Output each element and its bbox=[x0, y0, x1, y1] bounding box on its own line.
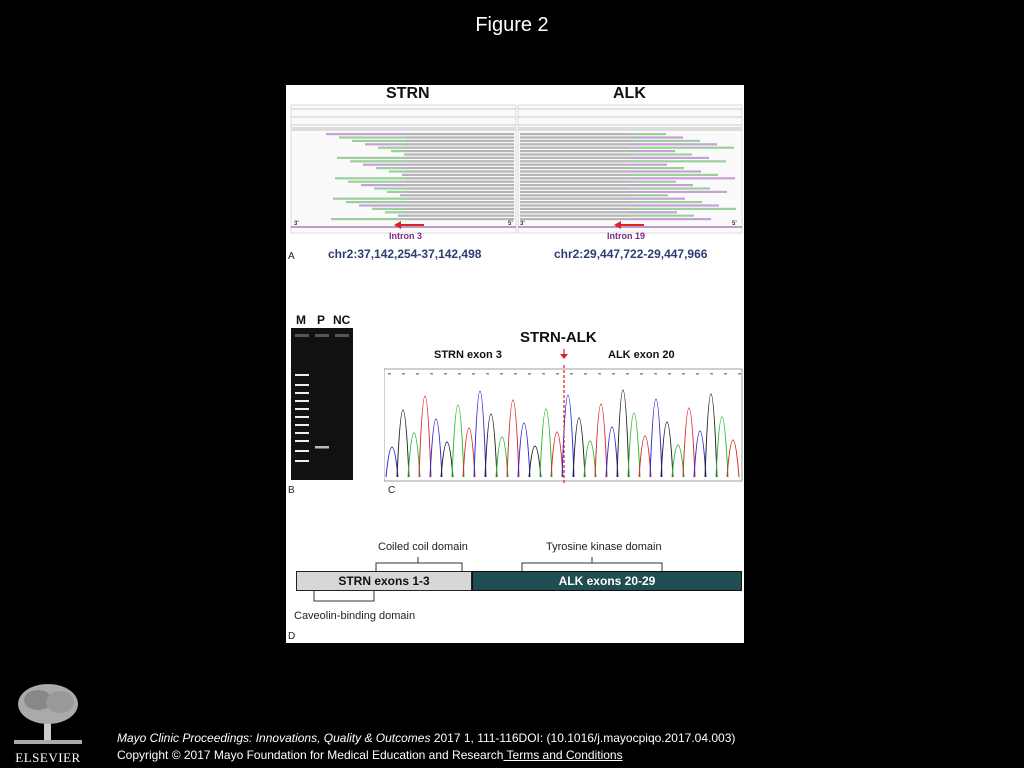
read-softclip bbox=[630, 204, 719, 206]
igv-track-strn bbox=[291, 105, 516, 233]
intron-label-alk: Intron 19 bbox=[607, 231, 646, 241]
read-softclip bbox=[630, 174, 718, 176]
base-call bbox=[654, 373, 657, 375]
base-call bbox=[668, 373, 671, 375]
read-aligned bbox=[406, 218, 514, 220]
read-aligned bbox=[520, 174, 630, 176]
read-aligned bbox=[406, 167, 514, 169]
well bbox=[335, 334, 349, 337]
base-call bbox=[612, 373, 615, 375]
read-softclip bbox=[359, 204, 406, 206]
read-softclip bbox=[630, 181, 676, 183]
base-call bbox=[472, 373, 475, 375]
read-aligned bbox=[406, 204, 514, 206]
read-aligned bbox=[520, 208, 630, 210]
base-call bbox=[696, 373, 699, 375]
read-softclip bbox=[630, 201, 702, 203]
read-aligned bbox=[520, 140, 630, 142]
end-label: 3' bbox=[520, 221, 525, 227]
caveolin-bracket bbox=[306, 591, 406, 605]
read-aligned bbox=[520, 160, 630, 162]
footer-copyright bbox=[117, 748, 623, 762]
read-softclip bbox=[389, 170, 406, 172]
read-aligned bbox=[406, 136, 514, 138]
end-label: 5' bbox=[732, 221, 737, 227]
read-softclip bbox=[630, 215, 694, 217]
read-aligned bbox=[406, 184, 514, 186]
copyright-text: Copyright © 2017 Mayo Foundation for Medical Education and Research bbox=[117, 748, 504, 762]
read-aligned bbox=[406, 191, 514, 193]
base-call bbox=[598, 373, 601, 375]
coordinate-strn: chr2:37,142,254-37,142,498 bbox=[328, 247, 482, 261]
read-softclip bbox=[378, 147, 406, 149]
well bbox=[315, 334, 329, 337]
read-softclip bbox=[363, 164, 406, 166]
arrow-down-icon bbox=[560, 349, 568, 359]
base-call bbox=[416, 373, 419, 375]
ladder-band bbox=[295, 384, 309, 386]
elsevier-logo bbox=[8, 680, 88, 766]
read-softclip bbox=[335, 177, 406, 179]
read-softclip bbox=[630, 164, 667, 166]
read-softclip bbox=[398, 215, 406, 217]
read-aligned bbox=[520, 204, 630, 206]
ladder-band bbox=[295, 450, 309, 452]
read-aligned bbox=[406, 177, 514, 179]
read-aligned bbox=[520, 177, 630, 179]
base-call bbox=[710, 373, 713, 375]
tyrosine-kinase-label: Tyrosine kinase domain bbox=[546, 541, 662, 553]
read-aligned bbox=[520, 167, 630, 169]
gel-lane-label: NC bbox=[333, 313, 351, 327]
read-aligned bbox=[406, 187, 514, 189]
well bbox=[295, 334, 309, 337]
terms-link[interactable]: Terms and Conditions bbox=[503, 748, 623, 762]
read-softclip bbox=[339, 136, 406, 138]
read-aligned bbox=[406, 153, 514, 155]
elsevier-tree-icon bbox=[8, 680, 88, 750]
read-softclip bbox=[326, 133, 406, 135]
citation-text: 2017 1, 111-116DOI: (10.1016/j.mayocpiqo.2017.04.003) bbox=[430, 731, 736, 745]
read-aligned bbox=[406, 181, 514, 183]
read-aligned bbox=[520, 157, 630, 159]
panel-letter-a: A bbox=[288, 251, 295, 262]
read-aligned bbox=[520, 198, 630, 200]
read-aligned bbox=[406, 201, 514, 203]
read-aligned bbox=[406, 208, 514, 210]
base-call bbox=[430, 373, 433, 375]
base-call bbox=[570, 373, 573, 375]
read-softclip bbox=[374, 187, 406, 189]
ladder-band bbox=[295, 392, 309, 394]
read-aligned bbox=[520, 218, 630, 220]
read-aligned bbox=[406, 170, 514, 172]
read-softclip bbox=[350, 160, 406, 162]
read-aligned bbox=[406, 160, 514, 162]
elsevier-wordmark: ELSEVIER bbox=[15, 750, 81, 765]
base-call bbox=[514, 373, 517, 375]
base-call bbox=[584, 373, 587, 375]
base-call bbox=[640, 373, 643, 375]
read-softclip bbox=[385, 211, 406, 213]
read-softclip bbox=[630, 150, 675, 152]
read-softclip bbox=[630, 218, 711, 220]
read-softclip bbox=[630, 187, 710, 189]
read-aligned bbox=[520, 187, 630, 189]
base-call bbox=[724, 373, 727, 375]
end-label: 3' bbox=[294, 221, 299, 227]
read-softclip bbox=[352, 140, 406, 142]
read-aligned bbox=[520, 164, 630, 166]
read-aligned bbox=[406, 143, 514, 145]
read-aligned bbox=[406, 198, 514, 200]
sample-band bbox=[315, 446, 329, 449]
read-aligned bbox=[406, 150, 514, 152]
read-aligned bbox=[406, 194, 514, 196]
read-aligned bbox=[520, 170, 630, 172]
footer-citation bbox=[117, 731, 735, 745]
read-aligned bbox=[520, 133, 630, 135]
read-aligned bbox=[406, 140, 514, 142]
slide-title: Figure 2 bbox=[475, 14, 549, 36]
base-call bbox=[500, 373, 503, 375]
read-softclip bbox=[404, 153, 406, 155]
arrow-left-icon bbox=[614, 221, 644, 229]
read-softclip bbox=[346, 201, 406, 203]
read-softclip bbox=[400, 194, 406, 196]
intron-label-strn: Intron 3 bbox=[389, 231, 422, 241]
ladder-band bbox=[295, 416, 309, 418]
read-softclip bbox=[630, 147, 734, 149]
read-aligned bbox=[520, 201, 630, 203]
read-aligned bbox=[406, 164, 514, 166]
read-softclip bbox=[402, 174, 406, 176]
read-softclip bbox=[333, 198, 406, 200]
coiled-coil-label: Coiled coil domain bbox=[378, 541, 468, 553]
gel-lane-label: P bbox=[317, 313, 326, 327]
figure-panel bbox=[286, 85, 744, 643]
igv-alignment-view bbox=[286, 103, 744, 243]
read-softclip bbox=[387, 191, 406, 193]
ladder-band bbox=[295, 424, 309, 426]
read-softclip bbox=[331, 218, 406, 220]
ladder-band bbox=[295, 400, 309, 402]
read-softclip bbox=[630, 170, 701, 172]
read-softclip bbox=[630, 198, 685, 200]
coordinate-alk: chr2:29,447,722-29,447,966 bbox=[554, 247, 708, 261]
read-aligned bbox=[520, 150, 630, 152]
alk-exons-bar: ALK exons 20-29 bbox=[472, 571, 742, 591]
base-call bbox=[542, 373, 545, 375]
read-softclip bbox=[630, 157, 709, 159]
read-softclip bbox=[630, 133, 666, 135]
arrow-left-icon bbox=[394, 221, 424, 229]
exon-label-strn: STRN exon 3 bbox=[434, 349, 502, 361]
ladder-band bbox=[295, 440, 309, 442]
read-softclip bbox=[376, 167, 406, 169]
read-aligned bbox=[520, 136, 630, 138]
panel-letter-c: C bbox=[388, 485, 396, 496]
ladder-band bbox=[295, 432, 309, 434]
base-call bbox=[626, 373, 629, 375]
chromatogram bbox=[384, 365, 744, 483]
gel-image bbox=[291, 328, 353, 480]
read-softclip bbox=[630, 153, 692, 155]
read-softclip bbox=[630, 160, 726, 162]
base-call bbox=[458, 373, 461, 375]
read-aligned bbox=[520, 143, 630, 145]
base-call bbox=[486, 373, 489, 375]
read-aligned bbox=[520, 181, 630, 183]
read-softclip bbox=[630, 177, 735, 179]
read-softclip bbox=[630, 194, 668, 196]
caveolin-label: Caveolin-binding domain bbox=[294, 610, 416, 622]
igv-track-alk bbox=[518, 105, 742, 233]
end-label: 5' bbox=[508, 221, 513, 227]
read-aligned bbox=[520, 184, 630, 186]
base-call bbox=[444, 373, 447, 375]
read-aligned bbox=[406, 215, 514, 217]
base-call bbox=[682, 373, 685, 375]
read-softclip bbox=[391, 150, 406, 152]
exon-label-alk: ALK exon 20 bbox=[608, 349, 675, 361]
base-call bbox=[528, 373, 531, 375]
fusion-title: STRN-ALK bbox=[520, 329, 597, 346]
ladder-band bbox=[295, 374, 309, 376]
gene-title-alk: ALK bbox=[613, 85, 646, 102]
read-aligned bbox=[406, 211, 514, 213]
ladder-band bbox=[295, 460, 309, 462]
gel-lane-label: M bbox=[296, 313, 306, 327]
base-call bbox=[402, 373, 405, 375]
read-softclip bbox=[337, 157, 406, 159]
base-call bbox=[388, 373, 391, 375]
strn-exons-bar: STRN exons 1-3 bbox=[296, 571, 472, 591]
read-softclip bbox=[630, 167, 684, 169]
read-softclip bbox=[630, 136, 683, 138]
read-softclip bbox=[630, 191, 727, 193]
read-aligned bbox=[406, 174, 514, 176]
journal-name: Mayo Clinic Proceedings: Innovations, Quality & Outcomes bbox=[117, 731, 431, 745]
read-softclip bbox=[630, 208, 736, 210]
panel-letter-b: B bbox=[288, 485, 295, 496]
base-call bbox=[738, 373, 741, 375]
read-softclip bbox=[630, 140, 700, 142]
read-aligned bbox=[520, 191, 630, 193]
read-aligned bbox=[520, 211, 630, 213]
read-aligned bbox=[406, 147, 514, 149]
read-aligned bbox=[520, 194, 630, 196]
read-aligned bbox=[520, 215, 630, 217]
read-softclip bbox=[365, 143, 406, 145]
read-softclip bbox=[361, 184, 406, 186]
read-aligned bbox=[406, 133, 514, 135]
read-softclip bbox=[630, 184, 693, 186]
read-aligned bbox=[520, 153, 630, 155]
gene-title-strn: STRN bbox=[386, 85, 430, 102]
read-softclip bbox=[630, 143, 717, 145]
ladder-band bbox=[295, 408, 309, 410]
panel-letter-d: D bbox=[288, 631, 296, 642]
read-softclip bbox=[348, 181, 406, 183]
base-call bbox=[556, 373, 559, 375]
read-aligned bbox=[406, 157, 514, 159]
read-aligned bbox=[520, 147, 630, 149]
read-softclip bbox=[372, 208, 406, 210]
read-softclip bbox=[630, 211, 677, 213]
